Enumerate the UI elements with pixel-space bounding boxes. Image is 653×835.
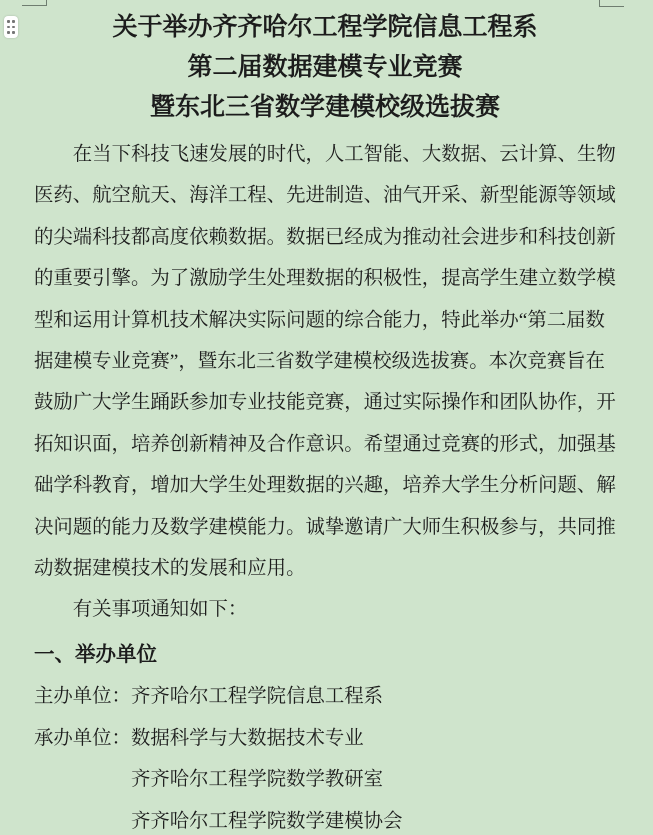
paragraph-line: 决问题的能力及数学建模能力。诚挚邀请广大师生积极参与，共同推 — [34, 516, 616, 538]
section-heading-organizers: 一、举办单位 — [34, 643, 157, 666]
margin-crop-mark-top-right — [599, 0, 624, 7]
document-title — [34, 8, 616, 128]
paragraph-line: 的重要引擎。为了激励学生处理数据的积极性，提高学生建立数学模 — [34, 268, 616, 290]
paragraph-line: 在当下科技飞速发展的时代，人工智能、大数据、云计算、生物 — [72, 144, 616, 165]
drag-handle-dot — [12, 31, 15, 34]
title-line-2: 第二届数据建模专业竞赛 — [187, 54, 463, 81]
paragraph-line: 鼓励广大学生踊跃参加专业技能竞赛，通过实际操作和团队协作，开 — [34, 392, 616, 414]
drag-handle-dot — [7, 20, 10, 23]
notice-lead: 有关事项通知如下： — [72, 599, 248, 621]
paragraph-line: 型和运用计算机技术解决实际问题的综合能力，特此举办“第二届数 — [34, 309, 605, 331]
drag-handle-dot — [12, 20, 15, 23]
drag-handle-dot — [7, 26, 10, 29]
document-content — [34, 8, 616, 835]
paragraph-line: 据建模专业竞赛”，暨东北三省数学建模校级选拔赛。本次竞赛旨在 — [34, 351, 605, 373]
intro-paragraph — [34, 134, 616, 589]
drag-handle-dot — [7, 31, 10, 34]
organizer-unit-continuation: 齐齐哈尔工程学院数学建模协会 — [131, 810, 403, 832]
paragraph-line: 动数据建模技术的发展和应用。 — [34, 558, 306, 580]
host-unit-line: 主办单位：齐齐哈尔工程学院信息工程系 — [34, 686, 384, 708]
drag-handle-icon[interactable] — [4, 16, 18, 38]
paragraph-line: 础学科教育，增加大学生处理数据的兴趣，培养大学生分析问题、解 — [34, 475, 616, 497]
paragraph-line: 拓知识面，培养创新精神及合作意识。希望通过竞赛的形式，加强基 — [34, 433, 616, 455]
organizer-unit-line: 承办单位：数据科学与大数据技术专业 — [34, 727, 364, 749]
title-line-3: 暨东北三省数学建模校级选拔赛 — [149, 94, 500, 121]
organizer-unit-continuation: 齐齐哈尔工程学院数学教研室 — [131, 769, 384, 791]
drag-handle-dot — [12, 26, 15, 29]
paragraph-line: 医药、航空航天、海洋工程、先进制造、油气开采、新型能源等领域 — [34, 185, 616, 207]
margin-crop-mark-top-left — [22, 0, 47, 6]
paragraph-line: 的尖端科技都高度依赖数据。数据已经成为推动社会进步和科技创新 — [34, 226, 616, 248]
title-line-1: 关于举办齐齐哈尔工程学院信息工程系 — [112, 14, 538, 41]
